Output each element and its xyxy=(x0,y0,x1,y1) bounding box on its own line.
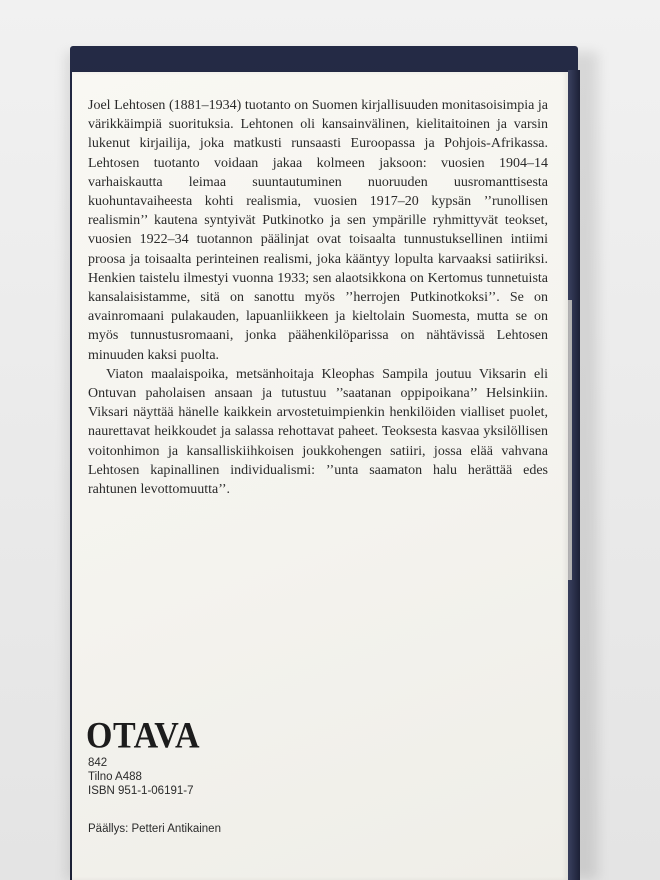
publisher-logo: OTAVA xyxy=(86,716,200,756)
blurb-paragraph-2: Viaton maalaispoika, metsänhoitaja Kleophas Sampila joutuu Viksarin eli Ontuvan paholaisen ansaan ja tutustuu ’’saatanan oppipoikana’’ Helsinkiin. Viksari näyttää hänelle kaikkein arvostetuimpienkin henkilöiden vialliset puolet, naurettavat heikkoudet ja salassa rehottavat paheet. Teoksesta kasvaa yksilöllisen voitonhimon ja kansalliskiihkoisen joukkohengen satiiri, jossa elää vahvana Lehtosen kapinallinen individualismi: ’’unta saamaton halu herättää edes rahtunen levottomuutta’’. xyxy=(88,366,548,498)
blurb-text xyxy=(88,96,548,499)
blurb-paragraph-1: Joel Lehtosen (1881–1934) tuotanto on Suomen kirjallisuuden monitasoisimpia ja värikkäimpiä suorituksia. Lehtonen oli kansainvälinen, kielitaitoinen ja varsin lukenut kirjailija, joka matkusti runsaasti Euroopassa ja Pohjois-Afrikassa. Lehtosen tuotanto voidaan jakaa kolmeen jaksoon: vuosien 1904–14 varhaiskautta leimaa suuntautuminen nuoruuden uusromanttisesta kuohuntavaiheesta kohti realismia, vuosien 1917–20 kypsän ’’runollisen realismin’’ kautena syntyivät Putkinotko ja sen ympärille ryhmittyvät teokset, vuosien 1922–34 tuotannon päälinjat ovat toisaalta tunnustuksellinen intiimi proosa ja toisaalta perinteinen realismi, joka kääntyy lopulta karvaaksi satiiriksi. Henkien taistelu ilmestyi vuonna 1933; sen alaotsikkona on Kertomus tunnetuista kansalaisistamme, sitä on sanottu myös ’’herrojen Putkinotkoksi’’. Se on avainromaani pulakauden, lapuanliikkeen ja kieltolain Suomesta, mutta se on myös tunnustusromaani, jonka päähenkilöparissa on nähtävissä Lehtosen minuuden kaksi puolta. xyxy=(88,98,548,363)
catalog-number: 842 xyxy=(88,757,108,769)
order-code: Tilno A488 xyxy=(88,771,142,783)
isbn: ISBN 951-1-06191-7 xyxy=(88,785,194,797)
catalog-info xyxy=(88,756,193,798)
cover-credit: Päällys: Petteri Antikainen xyxy=(88,823,221,835)
